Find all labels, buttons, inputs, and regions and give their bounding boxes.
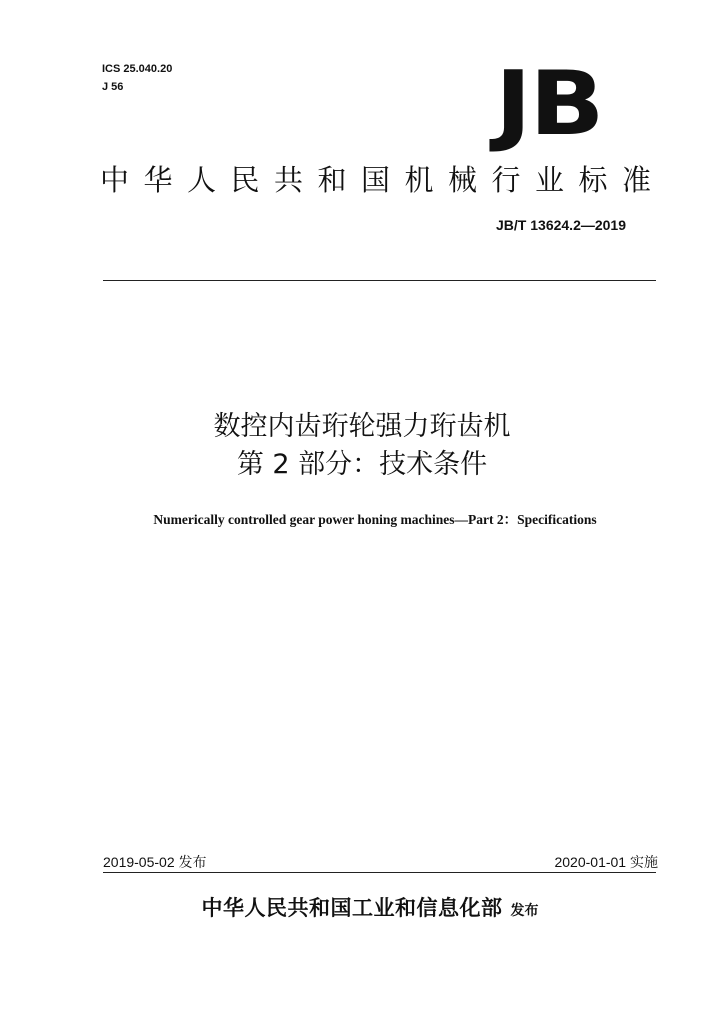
publisher-line xyxy=(140,893,600,926)
standard-number: JB/T 13624.2—2019 xyxy=(496,217,626,233)
jb-logo: JB xyxy=(495,52,603,155)
bottom-divider xyxy=(103,872,656,873)
ccs-code: J 56 xyxy=(102,81,124,93)
organization-title: 中华人民共和国机械行业标准 xyxy=(100,163,666,197)
title-chinese-line1: 数控内齿珩轮强力珩齿机 xyxy=(213,411,511,442)
issue-date: 2019-05-02 发布 xyxy=(103,854,207,870)
title-english: Numerically controlled gear power honing machines—Part 2：Specifications xyxy=(153,512,597,527)
ics-code: ICS 25.040.20 xyxy=(102,63,173,75)
title-chinese-line2: 第 2 部分：技术条件 xyxy=(236,449,488,480)
publisher-name: 中华人民共和国工业和信息化部 xyxy=(201,896,503,920)
top-divider xyxy=(103,280,656,281)
publisher-suffix: 发布 xyxy=(510,903,539,919)
implementation-date: 2020-01-01 实施 xyxy=(554,854,658,870)
